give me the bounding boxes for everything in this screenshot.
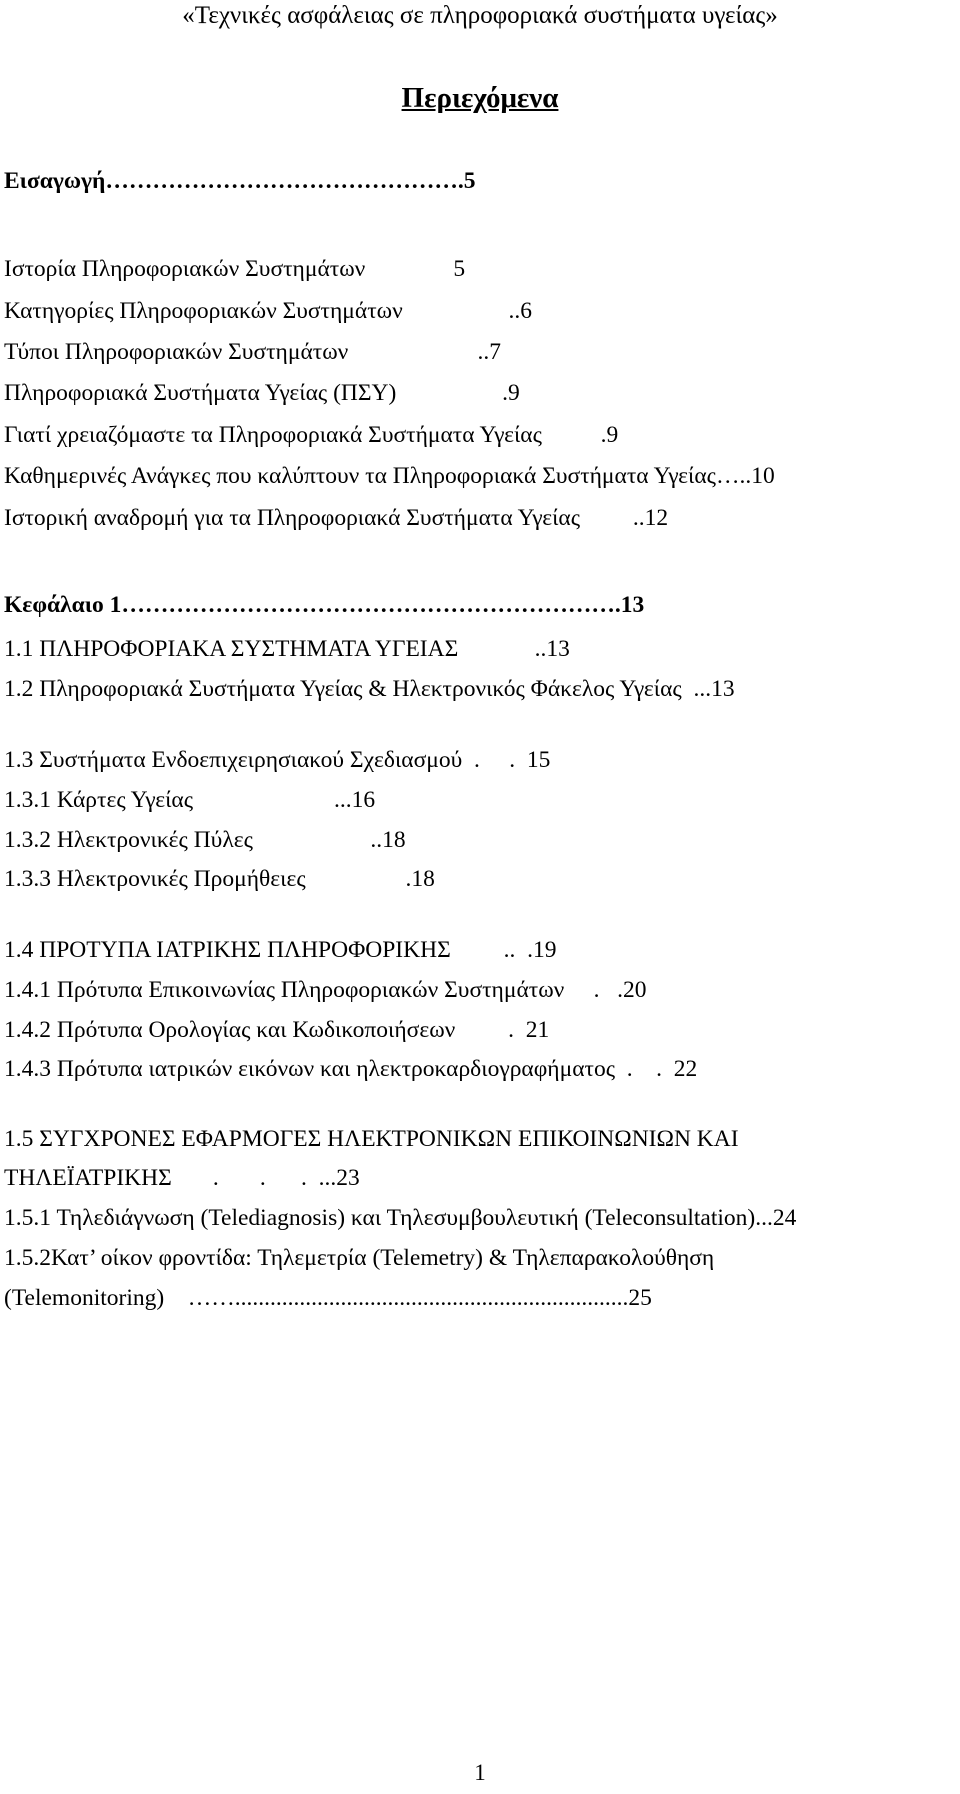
toc-entry: 1.4.2 Πρότυπα Ορολογίας και Κωδικοποιήσεων . 21 — [4, 1017, 550, 1043]
toc-entry: Κατηγορίες Πληροφοριακών Συστημάτων ..6 — [4, 298, 532, 324]
toc-entry: 1.5 ΣΥΓΧΡΟΝΕΣ ΕΦΑΡΜΟΓΕΣ ΗΛΕΚΤΡΟΝΙΚΩΝ ΕΠΙΚΟΙΝΩΝΙΩΝ ΚΑΙ — [4, 1126, 739, 1152]
toc-entry: 1.5.2Κατ’ οίκον φροντίδα: Τηλεμετρία (Telemetry) & Τηλεπαρακολούθηση — [4, 1245, 715, 1271]
toc-title: Περιεχόμενα — [401, 82, 559, 114]
toc-entry: 1.3 Συστήματα Ενδοεπιχειρησιακού Σχεδιασμού . . 15 — [4, 747, 551, 773]
toc-entry: 1.4.1 Πρότυπα Επικοινωνίας Πληροφοριακών Συστημάτων . .20 — [4, 977, 647, 1003]
toc-entry: 1.3.3 Ηλεκτρονικές Προμήθειες .18 — [4, 866, 435, 892]
toc-entry-introduction: Εισαγωγή……………………………………….5 — [4, 168, 476, 194]
toc-entry: 1.4 ΠΡΟΤΥΠΑ ΙΑΤΡΙΚΗΣ ΠΛΗΡΟΦΟΡΙΚΗΣ .. .19 — [4, 937, 557, 963]
running-header: «Τεχνικές ασφάλειας σε πληροφοριακά συστήματα υγείας» — [182, 2, 778, 29]
toc-entry: 1.5.1 Τηλεδιάγνωση (Telediagnosis) και Τηλεσυμβουλευτική (Teleconsultation)...24 — [4, 1205, 797, 1231]
toc-entry: 1.2 Πληροφοριακά Συστήματα Υγείας & Ηλεκτρονικός Φάκελος Υγείας ...13 — [4, 676, 735, 702]
toc-entry: ΤΗΛΕΪΑΤΡΙΚΗΣ . . . ...23 — [4, 1165, 360, 1191]
toc-entry: 1.3.2 Ηλεκτρονικές Πύλες ..18 — [4, 827, 406, 853]
toc-entry-chapter-1: Κεφάλαιο 1……………………………………………………….13 — [4, 592, 645, 618]
toc-entry: Καθημερινές Ανάγκες που καλύπτουν τα Πληροφοριακά Συστήματα Υγείας…..10 — [4, 463, 775, 489]
toc-entry: 1.3.1 Κάρτες Υγείας ...16 — [4, 787, 376, 813]
toc-entry: Πληροφοριακά Συστήματα Υγείας (ΠΣΥ) .9 — [4, 380, 520, 406]
page-number: 1 — [474, 1760, 486, 1785]
toc-entry: 1.1 ΠΛΗΡΟΦΟΡΙΑΚΑ ΣΥΣΤΗΜΑΤΑ ΥΓΕΙΑΣ ..13 — [4, 636, 570, 662]
toc-entry: Ιστορική αναδρομή για τα Πληροφοριακά Συστήματα Υγείας ..12 — [4, 505, 669, 531]
toc-entry: Γιατί χρειαζόμαστε τα Πληροφοριακά Συστήματα Υγείας .9 — [4, 422, 619, 448]
toc-entry: 1.4.3 Πρότυπα ιατρικών εικόνων και ηλεκτροκαρδιογραφήματος . . 22 — [4, 1056, 698, 1082]
toc-entry: Τύποι Πληροφοριακών Συστημάτων ..7 — [4, 339, 502, 365]
toc-entry: Ιστορία Πληροφοριακών Συστημάτων 5 — [4, 256, 466, 282]
toc-entry: (Telemonitoring) ……...................................................................25 — [4, 1285, 652, 1311]
